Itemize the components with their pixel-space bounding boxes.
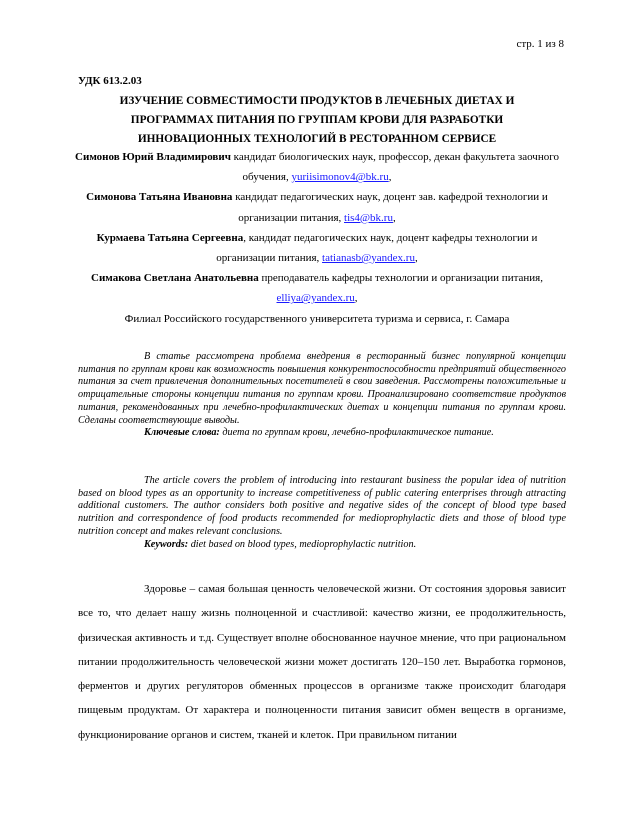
paper-title: ИЗУЧЕНИЕ СОВМЕСТИМОСТИ ПРОДУКТОВ В ЛЕЧЕБНЫХ ДИЕТАХ И ПРОГРАММАХ ПИТАНИЯ ПО ГРУППАМ КРОВИ ДЛЯ РАЗРАБОТКИ ИННОВАЦИОННЫХ ТЕХНОЛОГИЙ В РЕСТОРАННОМ СЕРВИСЕ	[119, 95, 515, 145]
author-tail: ,	[414, 252, 418, 265]
author-email-link[interactable]: tatianasb@yandex.ru	[322, 252, 415, 265]
affiliation: Филиал Российского государственного университета туризма и сервиса, г. Самара	[124, 312, 510, 325]
abstract-ru-text: В статье рассмотрена проблема внедрения в ресторанный бизнес популярной концепции питания по группам крови как возможность повышения конкурентоспособности предприятий общественного питания за счет привлечения дополнительных посетителей в свои заведения. Рассмотрены положительные и отрицательные стороны концепции питания по группам крови. Проанализировано соответствие продуктов питания, рекомендованных при лечебно-профилактических диетах и концепции питания по группам крови. Сделаны соответствующие выводы.	[78, 351, 566, 426]
keywords-en-text: diet based on blood types, medioprophylactic nutrition.	[188, 538, 417, 550]
author-entry	[86, 191, 548, 223]
author-entry	[97, 232, 538, 264]
abstract-en	[78, 475, 566, 551]
udk-code: УДК 613.2.03	[78, 75, 142, 87]
author-email-link[interactable]: yuriisimonov4@bk.ru	[291, 171, 389, 184]
author-name: Симонова Татьяна Ивановна	[86, 191, 233, 204]
author-name: Симакова Светлана Анатольевна	[91, 272, 259, 285]
keywords-ru	[78, 427, 566, 440]
author-info: преподаватель кафедры технологии и организации питания,	[258, 272, 543, 285]
author-info: кандидат биологических наук, профессор, декан факультета заочного обучения,	[230, 151, 559, 184]
author-name: Курмаева Татьяна Сергеевна	[96, 231, 244, 244]
abstract-ru	[78, 351, 566, 440]
author-tail: ,	[354, 292, 358, 305]
keywords-ru-label: Ключевые слова:	[144, 427, 220, 439]
author-info: кандидат педагогических наук, доцент зав. кафедрой технологии и организации питания,	[232, 191, 548, 224]
author-email-link[interactable]: tis4@bk.ru	[344, 211, 393, 224]
abstract-en-text: The article covers the problem of introducing into restaurant business the popular idea of nutrition based on blood types as an opportunity to increase competitiveness of public catering enterprises through attracting additional customers. The author considers both positive and negative sides of the concept of blood type based nutrition and correspondence of food products recommended for medioprophylactic diets and those of blood type nutrition concept and makes relevant conclusions.	[78, 475, 566, 537]
author-name: Симонов Юрий Владимирович	[75, 151, 231, 163]
keywords-ru-text: диета по группам крови, лечебно-профилактическое питание.	[219, 427, 494, 439]
page-number: стр. 1 из 8	[516, 38, 564, 50]
author-tail: ,	[388, 171, 392, 184]
author-entry	[91, 272, 543, 304]
keywords-en-label: Keywords:	[144, 538, 189, 550]
author-info: , кандидат педагогических наук, доцент кафедры технологии и организации питания,	[216, 231, 538, 265]
author-entry	[75, 151, 559, 183]
author-email-link[interactable]: elliya@yandex.ru	[276, 292, 355, 305]
body-paragraph: Здоровье – самая большая ценность человеческой жизни. От состояния здоровья зависит все то, что делает нашу жизнь полноценной и счастливой: качество жизни, ее продолжительность, физическая активность и т.д. Существует вполне обоснованное научное мнение, что при рациональном питании продолжительность человеческой жизни может достигать 120–150 лет. Выработка гормонов, ферментов и других регуляторов обменных процессов в организме также происходит благодаря пищевым продуктам. От характера и полноценности питания зависит обмен веществ в организме, функционирование органов и систем, тканей и клеток. При правильном питании	[78, 583, 566, 741]
author-tail: ,	[392, 211, 396, 224]
keywords-en	[78, 539, 566, 552]
authors-block	[70, 147, 564, 329]
